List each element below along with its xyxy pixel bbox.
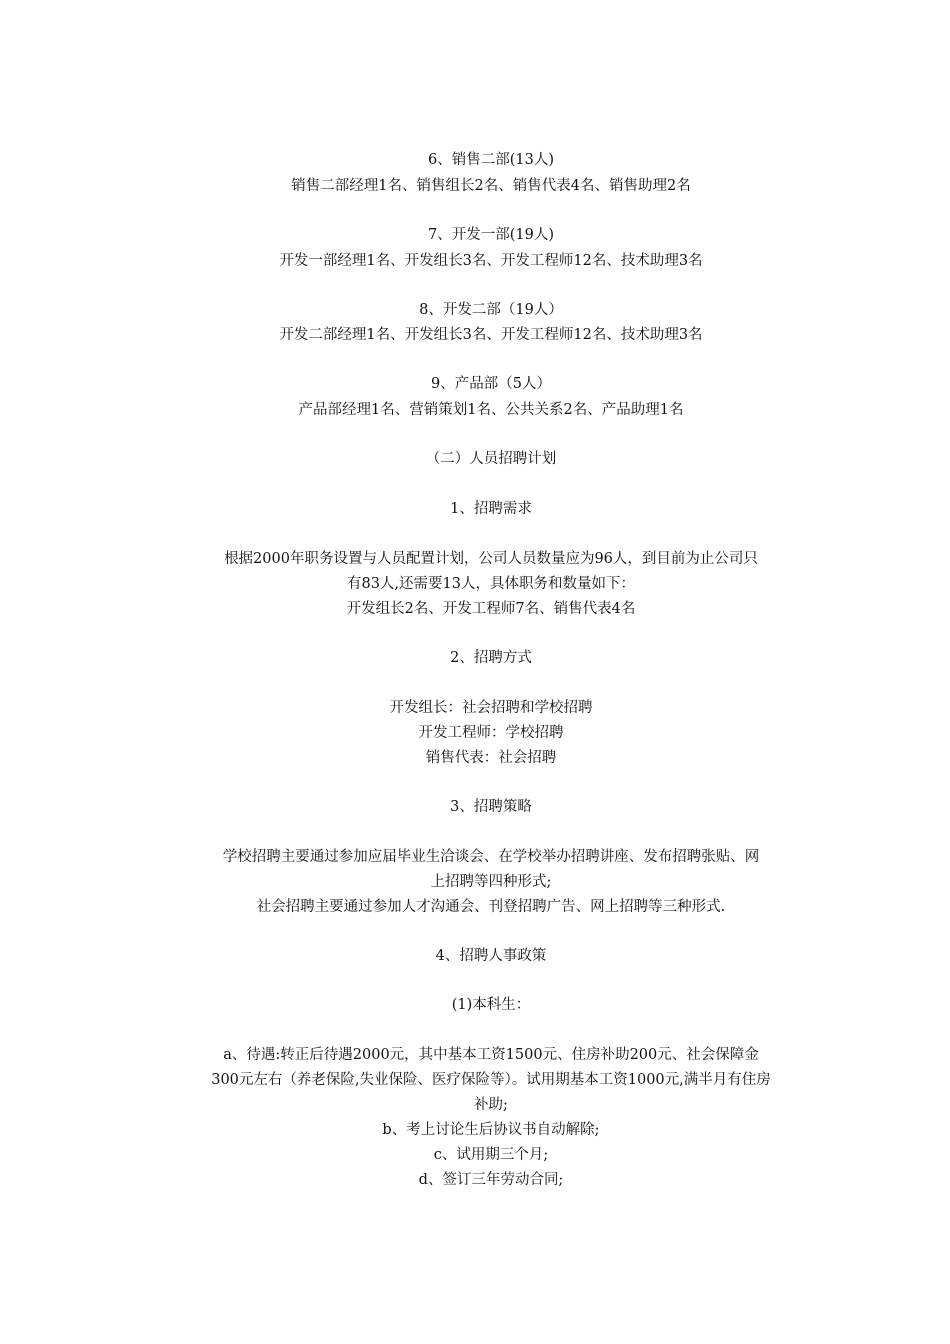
policy-contract: d、签订三年劳动合同; [418, 1172, 564, 1188]
policy-probation: c、试用期三个月; [433, 1147, 549, 1163]
staffing-dev-1: 开发一部经理1名、开发组长3名、开发工程师12名、技术助理3名 [279, 253, 703, 269]
paragraph-needs-line-3: 开发组长2名、开发工程师7名、销售代表4名 [346, 601, 636, 617]
heading-recruitment-methods: 2、招聘方式 [450, 650, 532, 666]
heading-hr-policy: 4、招聘人事政策 [435, 948, 547, 964]
paragraph-needs-line-2: 有83人,还需要13人，具体职务和数量如下： [346, 576, 635, 592]
section-heading-product: 9、产品部（5人） [431, 376, 551, 392]
heading-undergraduate: (1)本科生： [451, 997, 531, 1013]
heading-recruitment-strategy: 3、招聘策略 [450, 799, 532, 815]
staffing-sales-2: 销售二部经理1名、销售组长2名、销售代表4名、销售助理2名 [291, 178, 691, 194]
heading-recruitment-needs: 1、招聘需求 [450, 501, 532, 517]
staffing-dev-2: 开发二部经理1名、开发组长3名、开发工程师12名、技术助理3名 [279, 327, 703, 343]
section-heading-dev-1: 7、开发一部(19人) [428, 227, 554, 243]
policy-salary-line-3: 补助; [474, 1097, 508, 1113]
chapter-heading-recruitment-plan: （二）人员招聘计划 [425, 451, 557, 467]
strategy-line-3: 社会招聘主要通过参加人才沟通会、刊登招聘广告、网上招聘等三种形式. [256, 899, 726, 915]
section-heading-sales-2: 6、销售二部(13人) [428, 152, 554, 168]
method-sales-rep: 销售代表：社会招聘 [425, 750, 557, 766]
policy-salary-line-2: 300元左右（养老保险,失业保险、医疗保险等）。试用期基本工资1000元,满半月有住房 [211, 1072, 771, 1088]
staffing-product: 产品部经理1名、营销策划1名、公共关系2名、产品助理1名 [298, 402, 684, 418]
method-dev-engineer: 开发工程师：学校招聘 [418, 725, 564, 741]
strategy-line-1: 学校招聘主要通过参加应届毕业生洽谈会、在学校举办招聘讲座、发布招聘张贴、网 [222, 849, 760, 865]
section-heading-dev-2: 8、开发二部（19人） [419, 302, 563, 318]
policy-agreement-termination: b、考上讨论生后协议书自动解除; [382, 1122, 600, 1138]
policy-salary-line-1: a、待遇:转正后待遇2000元，其中基本工资1500元、住房补助200元、社会保障金 [223, 1047, 759, 1063]
strategy-line-2: 上招聘等四种形式; [430, 874, 552, 890]
method-dev-lead: 开发组长：社会招聘和学校招聘 [389, 700, 593, 716]
paragraph-needs-line-1: 根据2000年职务设置与人员配置计划，公司人员数量应为96人，到目前为止公司只 [224, 551, 758, 567]
